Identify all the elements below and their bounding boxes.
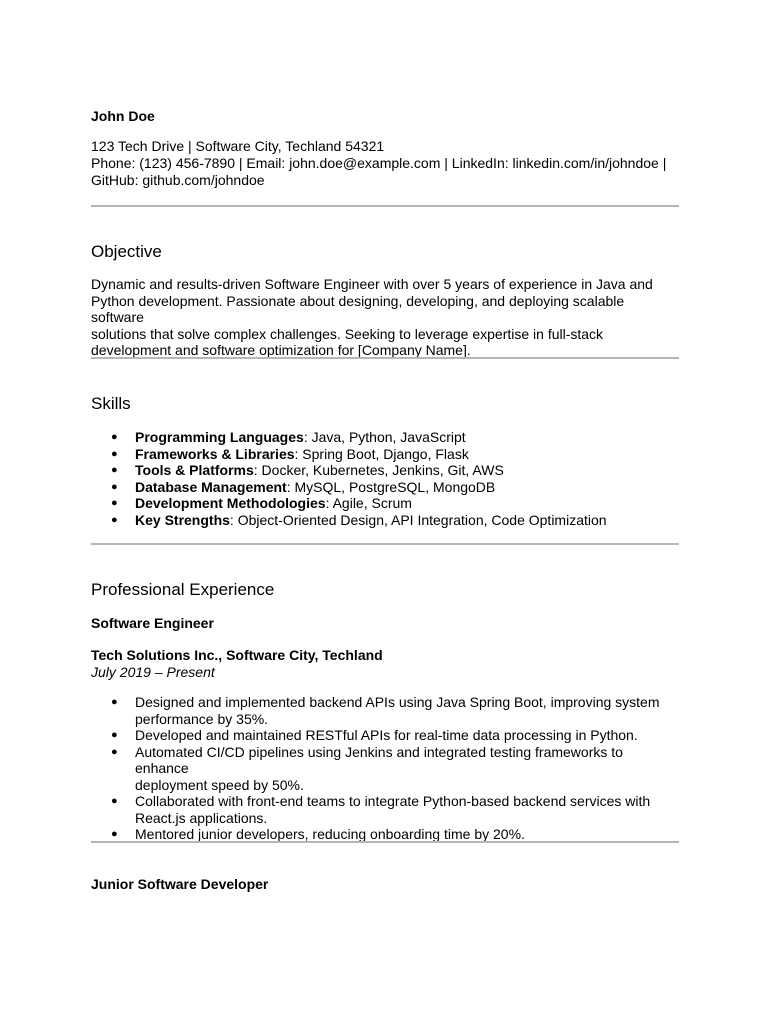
skill-label: Database Management [135, 478, 287, 495]
skill-item [91, 512, 679, 529]
objective-line: Dynamic and results-driven Software Engineer with over 5 years of experience in Java and [91, 276, 653, 292]
skill-value: : Object-Oriented Design, API Integration, Code Optimization [229, 511, 607, 528]
bullet-icon: ● [111, 729, 118, 741]
bullet-icon: ● [111, 745, 118, 758]
bullet-icon: ● [111, 447, 118, 460]
objective-line: development and software optimization for [Company Name]. [91, 342, 471, 358]
job-bullet [91, 727, 679, 744]
bullet-line: Automated CI/CD pipelines using Jenkins and integrated testing frameworks to enhance [135, 743, 623, 776]
bullet-icon: ● [111, 480, 118, 493]
skills-list [91, 429, 679, 528]
skill-label: Frameworks & Libraries [135, 445, 295, 462]
job-bullet [91, 793, 679, 826]
job-bullet [91, 694, 679, 727]
bullet-line: Designed and implemented backend APIs using Java Spring Boot, improving system [135, 694, 660, 710]
job-bullets [91, 694, 679, 843]
skill-item [91, 495, 679, 512]
skill-label: Key Strengths [135, 511, 230, 528]
company-name: Tech Solutions Inc., Software City, Techland [91, 647, 383, 663]
skill-label: Development Methodologies [135, 495, 326, 511]
bullet-icon: ● [111, 513, 118, 526]
section-divider [91, 543, 679, 545]
objective-line: solutions that solve complex challenges. Seeking to leverage expertise in full-stack [91, 325, 604, 342]
bullet-icon: ● [111, 431, 118, 443]
skill-item [91, 462, 679, 479]
candidate-name: John Doe [91, 108, 155, 124]
address-line: 123 Tech Drive | Software City, Techland 54321 [91, 138, 385, 154]
skill-label: Programming Languages [135, 429, 304, 445]
bullet-icon: ● [111, 828, 118, 840]
bullet-line: deployment speed by 50%. [135, 776, 304, 793]
objective-heading: Objective [91, 242, 162, 261]
bullet-line: Collaborated with front-end teams to integrate Python-based backend services with [135, 793, 651, 809]
experience-heading: Professional Experience [91, 580, 275, 599]
job-title: Software Engineer [91, 615, 214, 631]
skill-value: : Spring Boot, Django, Flask [294, 445, 469, 462]
skill-value: : Java, Python, JavaScript [303, 429, 466, 445]
skill-value: : Agile, Scrum [325, 495, 412, 511]
bullet-line: Mentored junior developers, reducing onboarding time by 20%. [135, 826, 525, 842]
section-divider [91, 357, 679, 359]
contact-line: GitHub: github.com/johndoe [91, 172, 265, 188]
bullet-line: React.js applications. [135, 809, 268, 826]
section-divider [91, 841, 679, 843]
skills-heading: Skills [91, 394, 131, 413]
skill-value: : Docker, Kubernetes, Jenkins, Git, AWS [253, 462, 504, 478]
bullet-icon: ● [111, 795, 118, 807]
objective-text [91, 276, 679, 359]
bullet-line: performance by 35%. [135, 710, 269, 727]
skill-item [91, 479, 679, 496]
contact-block [91, 138, 679, 189]
objective-line: Python development. Passionate about designing, developing, and deploying scalable software [91, 292, 625, 325]
skill-item [91, 446, 679, 463]
bullet-icon: ● [111, 696, 118, 708]
section-divider [91, 205, 679, 207]
skill-value: : MySQL, PostgreSQL, MongoDB [286, 478, 496, 495]
skill-item [91, 429, 679, 446]
job-dates: July 2019 – Present [91, 664, 215, 680]
job-bullet [91, 744, 679, 794]
skill-label: Tools & Platforms [135, 462, 254, 478]
bullet-icon: ● [111, 464, 118, 476]
contact-line: Phone: (123) 456-7890 | Email: john.doe@example.com | LinkedIn: linkedin.com/in/johndoe | [91, 155, 667, 171]
resume-page [91, 0, 679, 1024]
bullet-icon: ● [111, 497, 118, 509]
job-title: Junior Software Developer [91, 876, 269, 892]
bullet-line: Developed and maintained RESTful APIs for real-time data processing in Python. [135, 727, 638, 743]
